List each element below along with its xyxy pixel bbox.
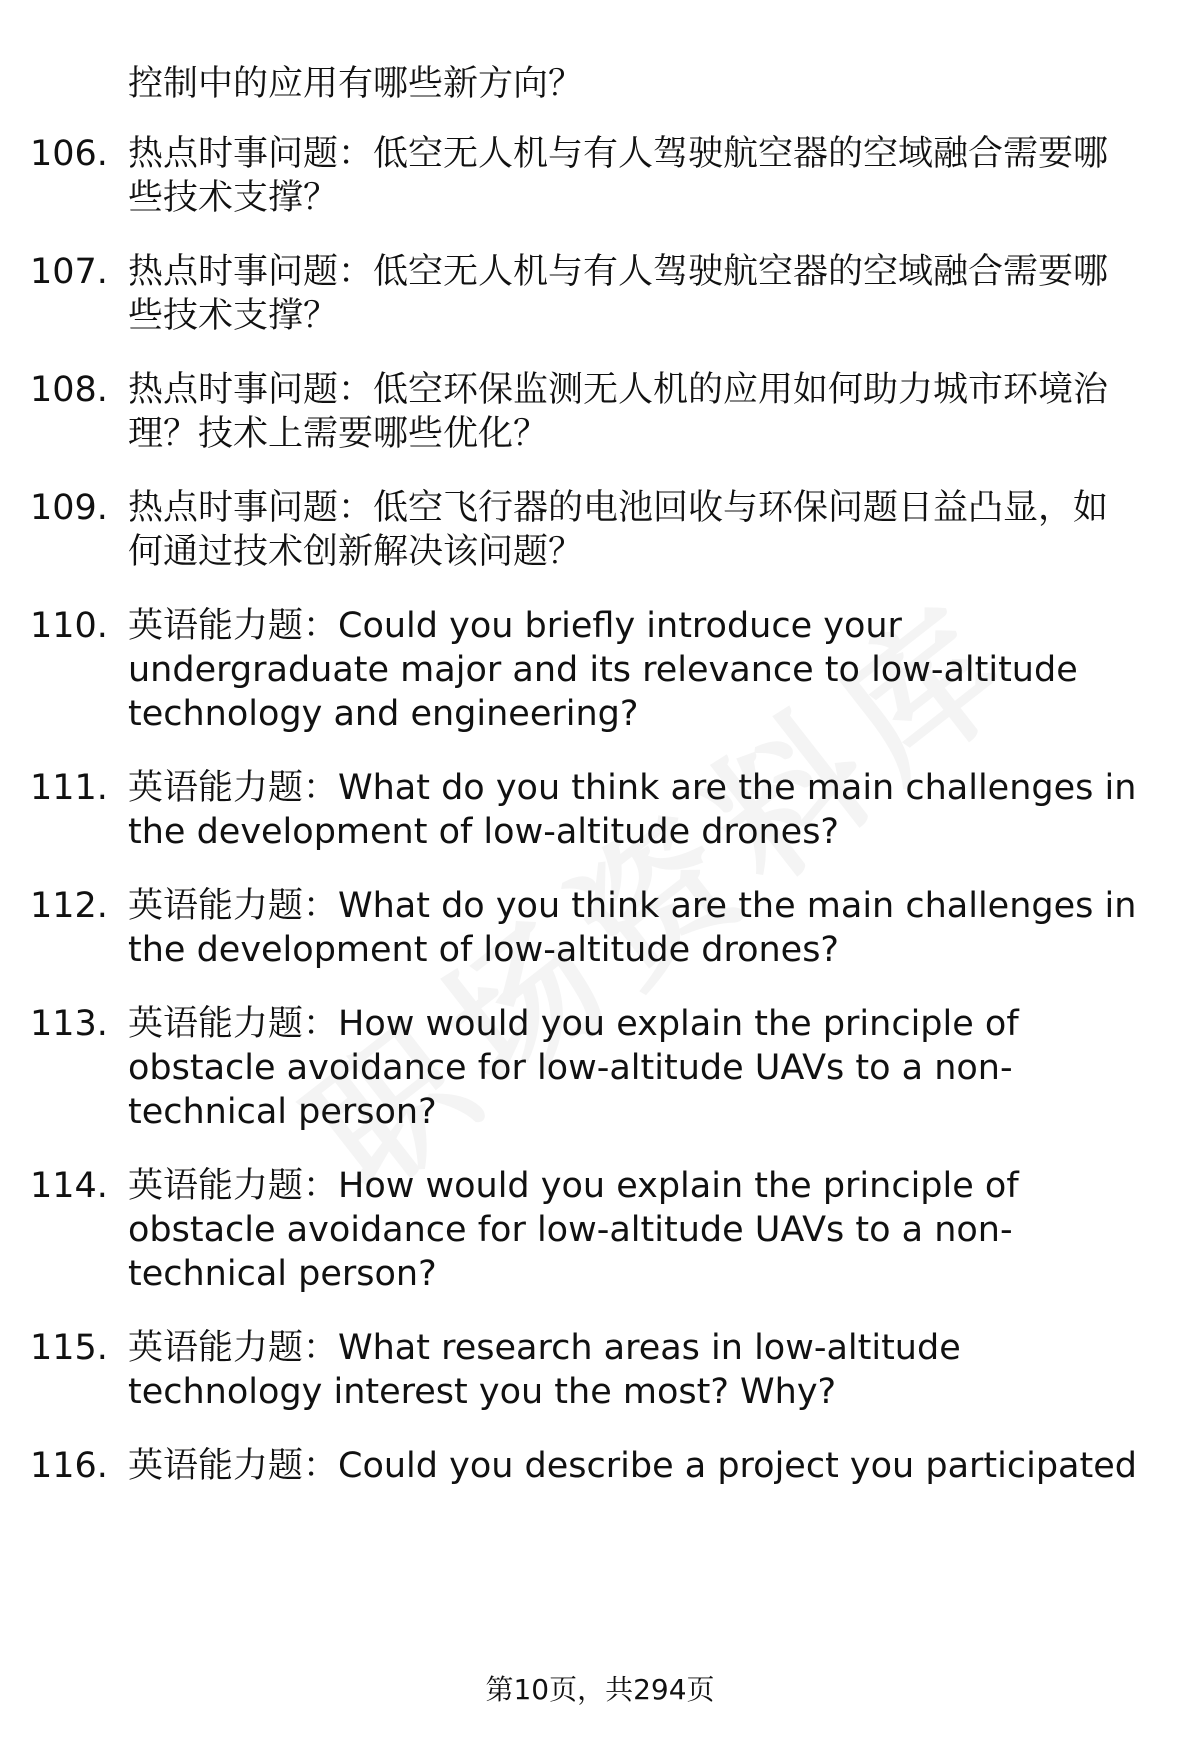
item-text-line: technology and engineering? bbox=[128, 694, 639, 734]
item-number: 110. bbox=[30, 606, 108, 646]
item-text-line: 理？技术上需要哪些优化？ bbox=[128, 414, 549, 454]
item-number: 109. bbox=[30, 488, 108, 528]
item-number: 115. bbox=[30, 1328, 108, 1368]
item-text-line: 热点时事问题：低空无人机与有人驾驶航空器的空域融合需要哪 bbox=[128, 134, 1109, 174]
item-text-line: 何通过技术创新解决该问题？ bbox=[128, 532, 584, 572]
item-number: 106. bbox=[30, 134, 108, 174]
item-text-line: 英语能力题：Could you describe a project you participated bbox=[128, 1446, 1137, 1486]
item-number: 108. bbox=[30, 370, 108, 410]
item-number: 111. bbox=[30, 768, 108, 808]
item-text-line: 英语能力题：What do you think are the main challenges in bbox=[128, 768, 1137, 808]
item-text-line: technical person? bbox=[128, 1092, 437, 1132]
item-text-line: 热点时事问题：低空飞行器的电池回收与环保问题日益凸显，如 bbox=[128, 488, 1109, 528]
item-text-line: 些技术支撑？ bbox=[128, 296, 339, 336]
item-text-line: 英语能力题：What do you think are the main challenges in bbox=[128, 886, 1137, 926]
item-text-line: technical person? bbox=[128, 1254, 437, 1294]
item-text-line: 热点时事问题：低空环保监测无人机的应用如何助力城市环境治 bbox=[128, 370, 1109, 410]
item-number: 116. bbox=[30, 1446, 108, 1486]
item-number: 107. bbox=[30, 252, 108, 292]
item-text-line: 热点时事问题：低空无人机与有人驾驶航空器的空域融合需要哪 bbox=[128, 252, 1109, 292]
item-text-line: undergraduate major and its relevance to low-altitude bbox=[128, 650, 1078, 690]
item-number: 112. bbox=[30, 886, 108, 926]
item-text-line: 些技术支撑？ bbox=[128, 178, 339, 218]
item-text-line: 英语能力题：How would you explain the principle of bbox=[128, 1004, 1019, 1044]
item-text-line: 英语能力题：What research areas in low-altitude bbox=[128, 1328, 961, 1368]
item-number: 114. bbox=[30, 1166, 108, 1206]
item-text-line: technology interest you the most? Why? bbox=[128, 1372, 837, 1412]
item-text-line: 英语能力题：How would you explain the principle of bbox=[128, 1166, 1019, 1206]
item-text-line: 英语能力题：Could you briefly introduce your bbox=[128, 606, 902, 646]
page-footer: 第10页，共294页 bbox=[485, 1673, 715, 1706]
item-number: 113. bbox=[30, 1004, 108, 1044]
item-text-line: the development of low-altitude drones? bbox=[128, 930, 840, 970]
item-text-line: 控制中的应用有哪些新方向？ bbox=[128, 64, 584, 104]
item-text-line: obstacle avoidance for low-altitude UAVs to a non- bbox=[128, 1210, 1013, 1250]
item-text-line: obstacle avoidance for low-altitude UAVs to a non- bbox=[128, 1048, 1013, 1088]
item-text-line: the development of low-altitude drones? bbox=[128, 812, 840, 852]
